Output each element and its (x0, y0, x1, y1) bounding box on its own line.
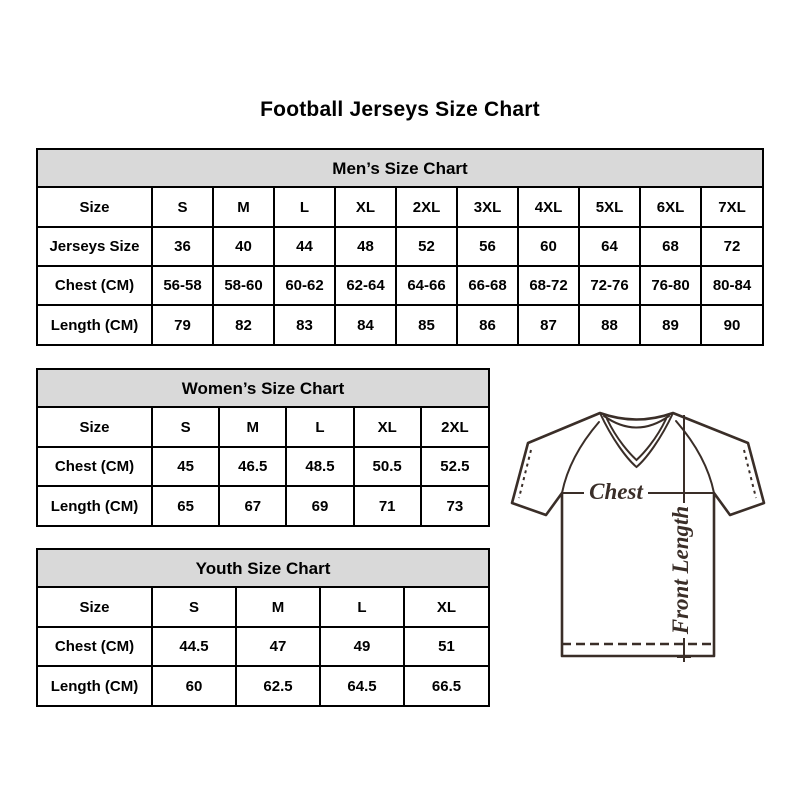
youth-size-chart (36, 548, 490, 707)
row-label: Length (CM) (38, 666, 152, 705)
page-title: Football Jerseys Size Chart (260, 98, 540, 121)
size-cell: 72-76 (579, 266, 640, 305)
size-cell: 76-80 (640, 266, 701, 305)
size-cell: 62-64 (335, 266, 396, 305)
jersey-measurement-diagram (500, 406, 770, 666)
size-cell: S (152, 408, 219, 447)
size-cell: XL (335, 188, 396, 227)
womens-row-chest-cm (38, 447, 488, 486)
size-cell: 87 (518, 305, 579, 344)
size-cell: 82 (213, 305, 274, 344)
size-cell: 89 (640, 305, 701, 344)
size-cell: 64 (579, 227, 640, 266)
size-cell: 65 (152, 486, 219, 525)
size-cell: XL (404, 588, 488, 627)
size-cell: S (152, 188, 213, 227)
size-cell: 48 (335, 227, 396, 266)
size-cell: L (286, 408, 353, 447)
size-cell: 44.5 (152, 627, 236, 666)
size-cell: 51 (404, 627, 488, 666)
size-cell: 86 (457, 305, 518, 344)
size-cell: 90 (701, 305, 762, 344)
womens-size-chart (36, 368, 490, 527)
size-cell: 40 (213, 227, 274, 266)
size-cell: 85 (396, 305, 457, 344)
size-cell: 68-72 (518, 266, 579, 305)
size-cell: 69 (286, 486, 353, 525)
row-label: Jerseys Size (38, 227, 152, 266)
size-cell: 7XL (701, 188, 762, 227)
size-cell: 72 (701, 227, 762, 266)
mens-row-length-cm (38, 305, 762, 344)
size-cell: S (152, 588, 236, 627)
youth-row-chest-cm (38, 627, 488, 666)
size-cell: 71 (354, 486, 421, 525)
jersey-outline (512, 413, 764, 656)
size-cell: 3XL (457, 188, 518, 227)
chest-label: Chest (589, 479, 643, 504)
womens-row-size (38, 408, 488, 447)
size-cell: 45 (152, 447, 219, 486)
row-label: Size (38, 408, 152, 447)
size-cell: 60 (518, 227, 579, 266)
size-cell: 46.5 (219, 447, 286, 486)
size-cell: 83 (274, 305, 335, 344)
size-cell: 52 (396, 227, 457, 266)
size-cell: M (213, 188, 274, 227)
row-label: Length (CM) (38, 305, 152, 344)
size-cell: 48.5 (286, 447, 353, 486)
size-cell: 2XL (396, 188, 457, 227)
row-label: Size (38, 588, 152, 627)
youth-size-chart-header: Youth Size Chart (38, 550, 488, 588)
mens-row-chest-cm (38, 266, 762, 305)
row-label: Chest (CM) (38, 627, 152, 666)
size-cell: 68 (640, 227, 701, 266)
size-cell: 44 (274, 227, 335, 266)
size-cell: 67 (219, 486, 286, 525)
size-cell: 2XL (421, 408, 488, 447)
size-cell: M (219, 408, 286, 447)
size-cell: 60-62 (274, 266, 335, 305)
size-cell: L (320, 588, 404, 627)
size-cell: 80-84 (701, 266, 762, 305)
size-cell: 60 (152, 666, 236, 705)
size-cell: 84 (335, 305, 396, 344)
size-cell: 66.5 (404, 666, 488, 705)
size-cell: 4XL (518, 188, 579, 227)
womens-size-chart-header: Women’s Size Chart (38, 370, 488, 408)
size-cell: 64.5 (320, 666, 404, 705)
size-cell: 56 (457, 227, 518, 266)
womens-row-length-cm (38, 486, 488, 525)
size-cell: 58-60 (213, 266, 274, 305)
size-cell: 5XL (579, 188, 640, 227)
row-label: Chest (CM) (38, 266, 152, 305)
size-cell: 47 (236, 627, 320, 666)
youth-row-length-cm (38, 666, 488, 705)
size-cell: 66-68 (457, 266, 518, 305)
row-label: Chest (CM) (38, 447, 152, 486)
size-cell: L (274, 188, 335, 227)
size-cell: 52.5 (421, 447, 488, 486)
mens-size-chart-header: Men’s Size Chart (38, 150, 762, 188)
row-label: Length (CM) (38, 486, 152, 525)
size-cell: M (236, 588, 320, 627)
mens-size-table (38, 188, 762, 344)
size-cell: 49 (320, 627, 404, 666)
size-cell: 6XL (640, 188, 701, 227)
youth-size-table (38, 588, 488, 705)
mens-row-jerseys-size (38, 227, 762, 266)
size-cell: 62.5 (236, 666, 320, 705)
mens-row-size (38, 188, 762, 227)
size-cell: 56-58 (152, 266, 213, 305)
front-length-label: Front Length (668, 505, 693, 635)
size-cell: 79 (152, 305, 213, 344)
womens-size-table (38, 408, 488, 525)
size-cell: 64-66 (396, 266, 457, 305)
size-cell: 50.5 (354, 447, 421, 486)
size-cell: 36 (152, 227, 213, 266)
size-cell: 88 (579, 305, 640, 344)
youth-row-size (38, 588, 488, 627)
row-label: Size (38, 188, 152, 227)
mens-size-chart (36, 148, 764, 346)
size-cell: XL (354, 408, 421, 447)
size-cell: 73 (421, 486, 488, 525)
